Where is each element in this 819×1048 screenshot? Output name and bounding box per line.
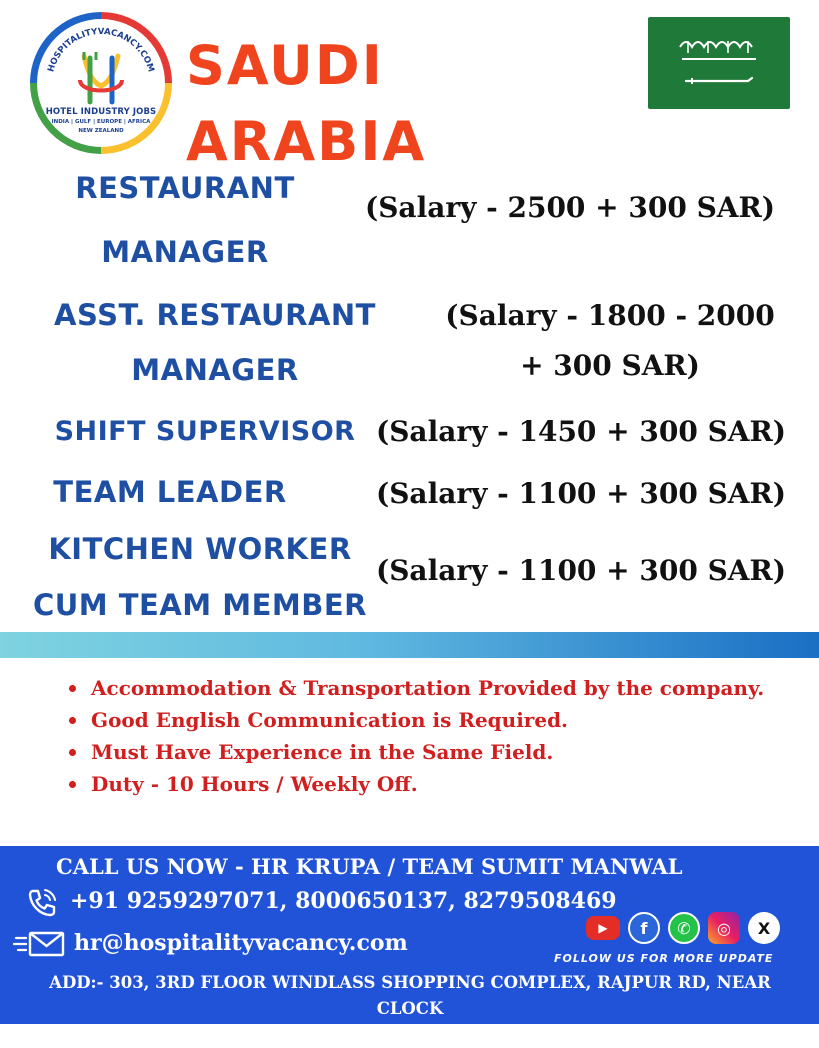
logo-regions: INDIA | GULF | EUROPE | AFRICA (51, 119, 151, 125)
benefit-item: Must Have Experience in the Same Field. (66, 736, 786, 768)
company-logo (30, 12, 172, 154)
job-title-asst-manager (40, 352, 390, 388)
phone-icon (24, 885, 60, 921)
follow-text: FOLLOW US FOR MORE UPDATE (554, 952, 774, 965)
job-title-restaurant (40, 170, 330, 206)
job-title-kitchen-2: CUM TEAM MEMBER (32, 588, 368, 622)
fork-knife-icon (74, 50, 128, 106)
job-title-line: ASST. RESTAURANT (54, 298, 376, 332)
benefits-list (66, 672, 786, 800)
contact-footer (0, 846, 819, 1044)
youtube-icon[interactable]: ▶ (586, 916, 620, 940)
saudi-flag-icon (648, 17, 790, 109)
job-salary: (Salary - 1100 + 300 SAR) (375, 554, 787, 587)
social-links (586, 912, 780, 946)
facebook-icon[interactable]: f (628, 912, 660, 944)
gradient-divider (0, 632, 819, 658)
call-heading: CALL US NOW - HR KRUPA / TEAM SUMIT MANWAL (56, 854, 683, 879)
job-salary: (Salary - 1450 + 300 SAR) (375, 415, 787, 448)
job-title-kitchen: KITCHEN WORKER (48, 532, 352, 566)
benefit-item: Good English Communication is Required. (66, 704, 786, 736)
job-title-line: RESTAURANT (75, 171, 295, 205)
whatsapp-icon[interactable]: ✆ (668, 912, 700, 944)
email-icon (14, 930, 66, 958)
x-icon[interactable]: X (748, 912, 780, 944)
svg-text:HOSPITALITYVACANCY.COM: HOSPITALITYVACANCY.COM (46, 26, 156, 74)
job-salary: (Salary - 1100 + 300 SAR) (375, 477, 787, 510)
instagram-icon[interactable]: ◎ (708, 912, 740, 944)
job-title-asst (40, 297, 390, 333)
job-title-line: MANAGER (131, 353, 299, 387)
job-salary: (Salary - 2500 + 300 SAR) (364, 191, 776, 224)
benefit-item: Accommodation & Transportation Provided by the company. (66, 672, 786, 704)
office-address (20, 970, 800, 1048)
address-line-2: TOWER, GHANDI PARK, CHUKKUWALA, DEHRADUN, UTTARAKHAND 248001 (44, 1025, 776, 1044)
country-headline: SAUDI ARABIA (186, 34, 427, 173)
job-title-manager (40, 234, 330, 270)
logo-tagline: HOTEL INDUSTRY JOBS (45, 107, 157, 117)
logo-regions-2: NEW ZEALAND (78, 128, 124, 134)
job-title-team-leader: TEAM LEADER (53, 475, 287, 509)
phone-numbers[interactable]: +91 9259297071, 8000650137, 8279508469 (70, 888, 617, 914)
benefit-item: Duty - 10 Hours / Weekly Off. (66, 768, 786, 800)
job-salary-cont: + 300 SAR) (520, 349, 700, 382)
job-title-line: MANAGER (101, 235, 269, 269)
email-link[interactable]: hr@hospitalityvacancy.com (74, 930, 408, 956)
address-line-1: ADD:- 303, 3RD FLOOR WINDLASS SHOPPING COMPLEX, RAJPUR RD, NEAR CLOCK (49, 973, 771, 1018)
job-title-shift: SHIFT SUPERVISOR (54, 416, 356, 447)
job-salary: (Salary - 1800 - 2000 (445, 299, 775, 332)
